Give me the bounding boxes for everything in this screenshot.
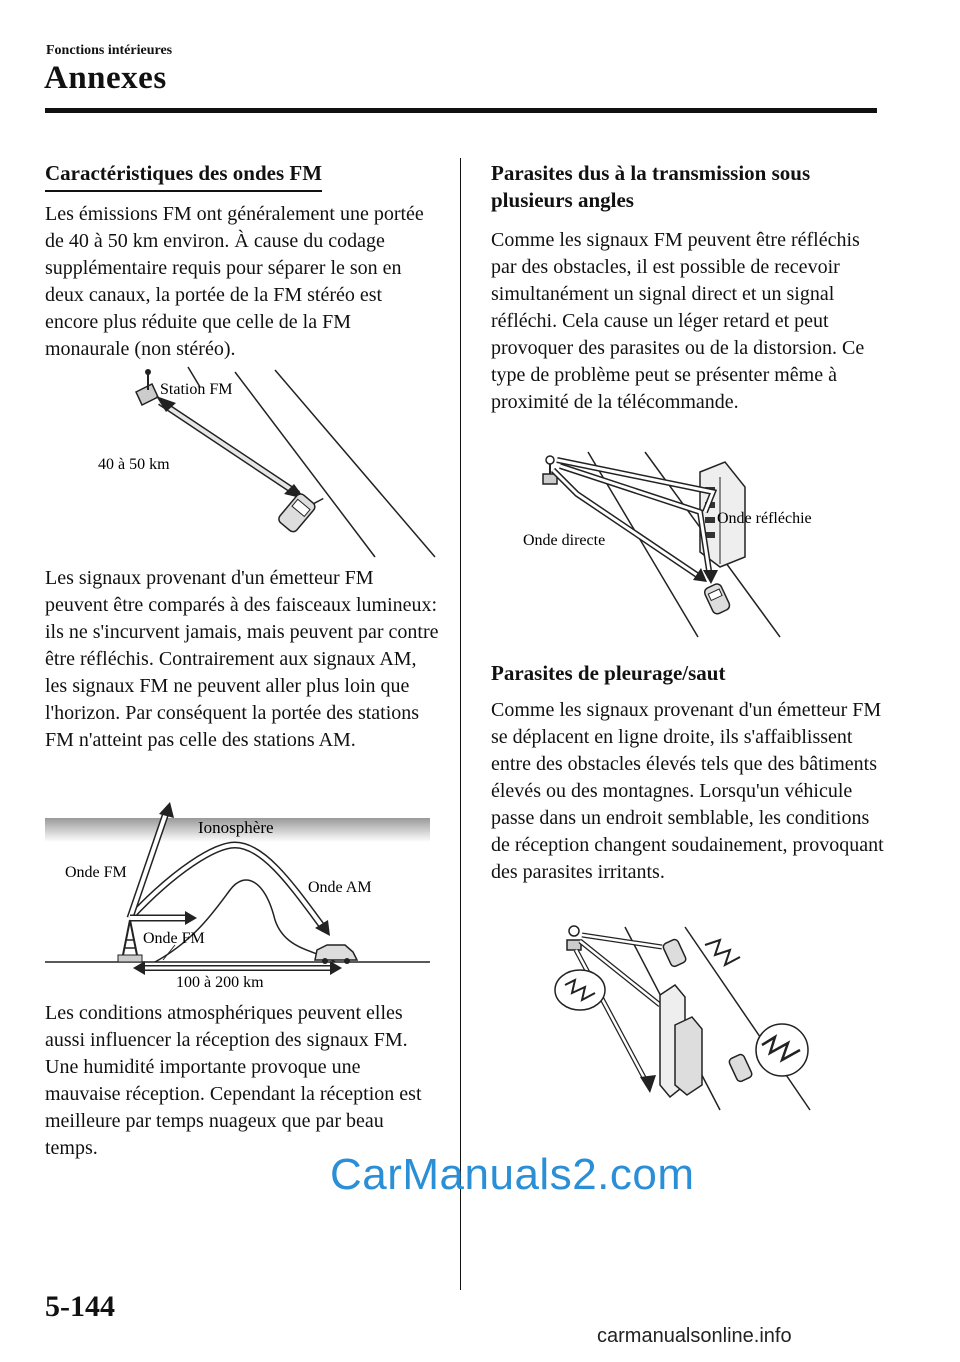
figure-multipath [515,452,812,640]
paragraph-fm-vs-am: Les signaux provenant d'un émetteur FM peuvent être comparés à des faisceaux lumineux: ils ne s'incurvent jamais, mais peuvent par contre être réfléchis. Contrairement aux signaux AM, les signaux FM ne peuvent aller plus loin que l'horizon. Par conséquent la portée des stations FM n'atteint pas celle des stations AM. [45,567,439,751]
direct-wave-label: Onde directe [523,532,606,549]
heading-fm-characteristics: Caractéristiques des ondes FM [45,160,322,192]
fm-wave-top-label: Onde FM [65,864,127,881]
fm-bottom-pointer [163,945,175,960]
paragraph-multipath: Comme les signaux FM peuvent être réfléchis par des obstacles, il est possible de recevoir simultanément un signal direct et un signal réfléchi. Cela cause un léger retard et peut provoquer des parasites ou de la distorsion. Ce type de problème peut se présenter même à proximité de la télécommande. [491,229,865,413]
heading-flutter: Parasites de pleurage/saut [491,661,726,685]
column-divider [460,158,461,1290]
station-fm-label: Station FM [160,381,233,398]
road-edge-right [685,927,810,1110]
chapter-title: Annexes [44,60,167,96]
heading-multipath: Parasites dus à la transmission sous plusieurs angles [491,161,811,212]
reflected-wave-label: Onde réfléchie [717,510,812,527]
figure-ionosphere [45,800,430,995]
car-side-icon [315,945,357,964]
road-edge-right [275,370,435,557]
car-icon-bottom [728,1053,753,1082]
figure-fm-station-range [60,362,440,562]
footer-source: carmanualsonline.info [597,1325,792,1347]
ionosphere-label: Ionosphère [198,818,274,837]
range-100-200-label: 100 à 200 km [176,974,264,991]
car-icon [703,582,731,615]
section-label: Fonctions intérieures [46,43,173,58]
static-noise-bubble-left [555,970,605,1010]
signal-arrows [576,935,662,1093]
header-rule [45,108,877,113]
page-number: 5-144 [45,1290,115,1323]
car-icon [277,484,323,533]
signal-arrow [156,396,305,499]
radio-tower-icon [118,920,142,962]
range-arrow [133,961,342,975]
antenna-tower-icon [136,369,158,405]
building-icon [660,985,702,1097]
range-40-50-label: 40 à 50 km [98,456,170,473]
paragraph-atmospheric: Les conditions atmosphériques peuvent elles aussi influencer la réception des signaux FM. Une humidité importante provoque une mauvaise réception. Cependant la réception est meilleure par temps nuageux que par beau temps. [45,1002,422,1159]
fm-wave-short [130,911,197,925]
fm-wave-bottom-label: Onde FM [143,930,205,947]
antenna-tower-icon [567,926,581,950]
paragraph-fm-range: Les émissions FM ont généralement une portée de 40 à 50 km environ. À cause du codage supplémentaire requis pour séparer le son en deux canaux, la portée de la FM stéréo est encore plus réduite que celle de la FM monaurale (non stéréo). [45,203,424,360]
paragraph-flutter: Comme les signaux provenant d'un émetteur FM se déplacent en ligne droite, ils s'affaiblissent entre des obstacles élevés tels que des bâtiments élevés ou des montagnes. Lorsqu'un véhicule passe dans un endroit semblable, les conditions de réception changent soudainement, provoquant des parasites irritants. [491,699,884,883]
static-noise-bubble-right [756,1024,808,1076]
reflected-wave-arrow [557,460,718,584]
figure-flutter [550,925,820,1115]
car-icon-top [662,938,687,967]
am-wave-label: Onde AM [308,879,372,896]
watermark: CarManuals2.com [330,1150,695,1199]
static-noise-bubble-top [705,940,740,965]
